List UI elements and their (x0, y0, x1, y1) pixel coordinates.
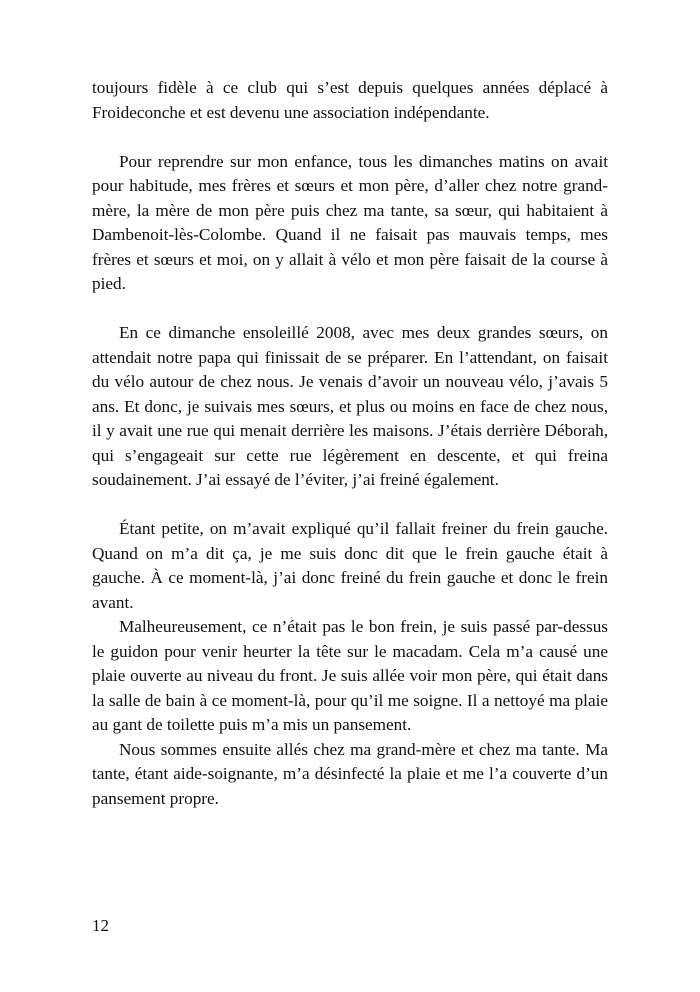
paragraph-6: Nous sommes ensuite allés chez ma grand-mère et chez ma tante. Ma tante, étant aide-soignante, m’a désinfecté la plaie et me l’a couverte d’un pansement propre. (92, 739, 608, 808)
page-number: 12 (92, 916, 109, 935)
paragraph-1: toujours fidèle à ce club qui s’est depuis quelques années déplacé à Froideconche et est devenu une association indépendante. (92, 78, 608, 122)
paragraph-2: Pour reprendre sur mon enfance, tous les dimanches matins on avait pour habitude, mes frères et sœurs et mon père, d’aller chez notre grand-mère, la mère de mon père puis chez ma tante, sa sœur, qui habitaient à Dambenoit-lès-Colombe. Quand il ne faisait pas mauvais temps, mes frères et sœurs et moi, on y allait à vélo et mon père faisait de la course à pied. (92, 151, 608, 293)
paragraph-5: Malheureusement, ce n’était pas le bon frein, je suis passé par-dessus le guidon pour venir heurter la tête sur le macadam. Cela m’a causé une plaie ouverte au niveau du front. Je suis allée voir mon père, qui était dans la salle de bain à ce moment-là, pour qu’il me soigne. Il a nettoyé ma plaie au gant de toilette puis m’a mis un pansement. (92, 617, 608, 734)
paragraph-3: En ce dimanche ensoleillé 2008, avec mes deux grandes sœurs, on attendait notre papa qui finissait de se préparer. En l’attendant, on faisait du vélo autour de chez nous. Je venais d’avoir un nouveau vélo, j’avais 5 ans. Et donc, je suivais mes sœurs, et plus ou moins en face de chez nous, il y avait une rue qui menait derrière les maisons. J’étais derrière Déborah, qui s’engageait sur cette rue légèrement en descente, et qui freina soudainement. J’ai essayé de l’éviter, j’ai freiné également. (92, 323, 608, 489)
paragraph-4: Étant petite, on m’avait expliqué qu’il fallait freiner du frein gauche. Quand on m’a dit ça, je me suis donc dit que le frein gauche était à gauche. À ce moment-là, j’ai donc freiné du frein gauche et donc le frein avant. (92, 519, 608, 612)
page-body (92, 76, 608, 811)
